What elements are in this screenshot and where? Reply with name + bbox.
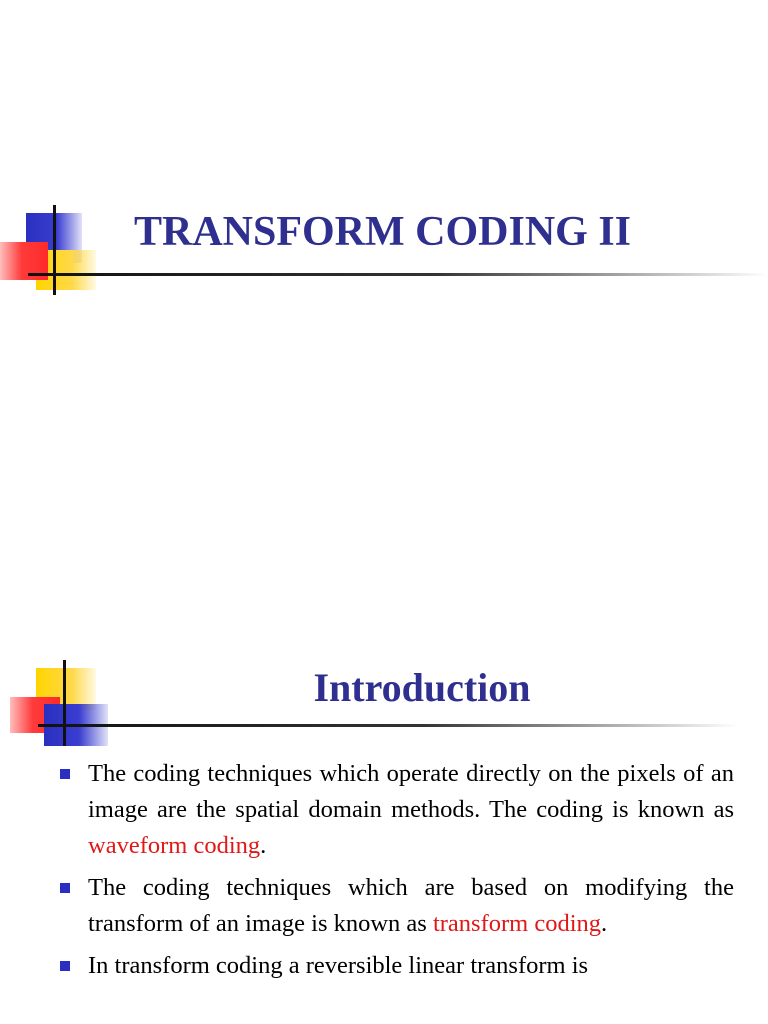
square-bullet-icon <box>60 961 70 971</box>
highlighted-term: transform coding <box>432 910 602 937</box>
horizontal-rule <box>28 273 768 276</box>
highlighted-term: waveform coding <box>88 832 261 859</box>
list-item <box>60 948 734 984</box>
bullet-text-end: . <box>601 910 608 937</box>
horizontal-rule <box>38 724 738 727</box>
section-title: Introduction <box>313 665 531 710</box>
vertical-line <box>53 205 56 295</box>
title-slide <box>0 0 768 510</box>
list-item <box>60 756 734 864</box>
slide-title: TRANSFORM CODING II <box>134 209 632 255</box>
square-bullet-icon <box>60 769 70 779</box>
list-item <box>60 870 734 942</box>
bullet-text-end: . <box>260 832 267 859</box>
bullet-text: In transform coding a reversible linear transform is <box>88 952 589 979</box>
bullet-list <box>60 756 734 990</box>
bullet-text: The coding techniques which are based on modifying the transform of an image is known as <box>88 874 734 937</box>
square-bullet-icon <box>60 883 70 893</box>
bullet-text: The coding techniques which operate directly on the pixels of an image are the spatial domain methods. The coding is known as <box>88 760 734 823</box>
